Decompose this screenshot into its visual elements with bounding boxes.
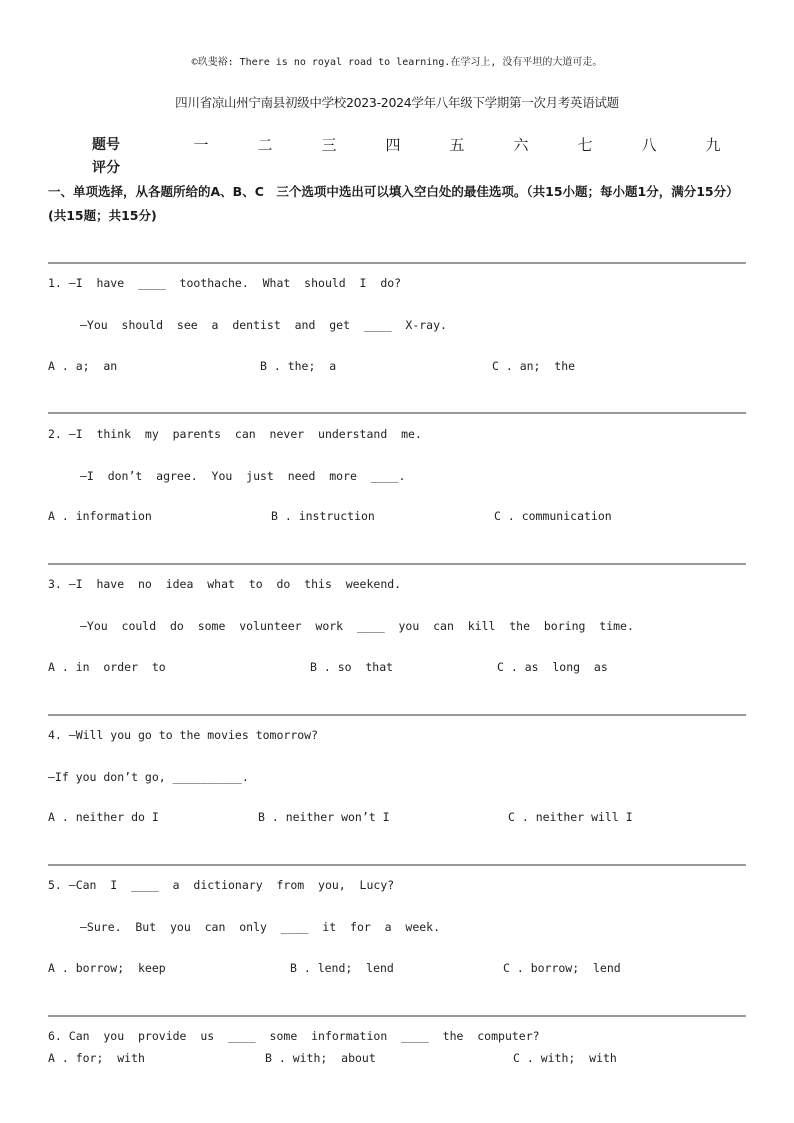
divider [48, 412, 746, 414]
score-table [0, 134, 794, 154]
score-col-8: 八 [641, 136, 657, 154]
question-2-option-a: A . information [48, 509, 152, 523]
question-5-reply: —Sure. But you can only ____ it for a week. [80, 920, 441, 934]
question-1-option-c: C . an; the [492, 359, 576, 373]
question-5-stem: 5. —Can I ____ a dictionary from you, Lucy? [48, 878, 395, 892]
question-3-stem: 3. —I have no idea what to do this weekend. [48, 577, 402, 591]
score-col-1: 一 [193, 136, 209, 154]
score-table-row-label: 题号 [92, 137, 120, 153]
question-4-option-c: C . neither will I [508, 810, 633, 824]
question-4-option-b: B . neither won’t I [258, 810, 390, 824]
divider [48, 714, 746, 716]
exam-title: 四川省凉山州宁南县初级中学校2023-2024学年八年级下学期第一次月考英语试题 [175, 95, 619, 110]
question-4-reply: —If you don’t go, __________. [48, 770, 249, 784]
score-col-4: 四 [385, 136, 401, 154]
question-1-option-b: B . the; a [260, 359, 337, 373]
question-4-option-a: A . neither do I [48, 810, 159, 824]
question-6-option-b: B . with; about [265, 1051, 376, 1065]
question-4-stem: 4. —Will you go to the movies tomorrow? [48, 728, 319, 742]
question-5-option-b: B . lend; lend [290, 961, 394, 975]
question-6-option-a: A . for; with [48, 1051, 145, 1065]
question-3-option-b: B . so that [310, 660, 394, 674]
section-heading: 一、单项选择，从各题所给的A、B、C 三个选项中选出可以填入空白处的最佳选项。（共15小题；每小题1分，满分15分）(共15题；共15分) [48, 184, 733, 223]
question-3-reply: —You could do some volunteer work ____ you can kill the boring time. [80, 619, 634, 633]
question-2-option-b: B . instruction [271, 509, 375, 523]
divider [48, 1015, 746, 1017]
question-3-option-c: C . as long as [497, 660, 608, 674]
question-1-reply: —You should see a dentist and get ____ X-ray. [80, 318, 447, 332]
question-1-stem: 1. —I have ____ toothache. What should I do? [48, 276, 402, 290]
score-col-7: 七 [577, 136, 593, 154]
question-2-stem: 2. —I think my parents can never understand me. [48, 427, 422, 441]
question-5-option-c: C . borrow; lend [503, 961, 621, 975]
question-6-stem: 6. Can you provide us ____ some information ____ the computer? [48, 1029, 540, 1043]
divider [48, 864, 746, 866]
divider [48, 563, 746, 565]
score-col-3: 三 [321, 136, 337, 154]
question-2-reply: —I don’t agree. You just need more ____. [80, 469, 406, 483]
page-motto: ©玖斐裕: There is no royal road to learning.在学习上, 没有平坦的大道可走。 [191, 57, 603, 68]
question-2-option-c: C . communication [494, 509, 612, 523]
divider [48, 262, 746, 264]
score-table-score-label: 评分 [92, 160, 120, 176]
question-5-option-a: A . borrow; keep [48, 961, 166, 975]
score-col-2: 二 [257, 136, 273, 154]
score-col-6: 六 [513, 136, 529, 154]
question-3-option-a: A . in order to [48, 660, 166, 674]
question-1-option-a: A . a; an [48, 359, 118, 373]
question-6-option-c: C . with; with [513, 1051, 617, 1065]
score-col-5: 五 [449, 136, 465, 154]
score-col-9: 九 [705, 136, 721, 154]
